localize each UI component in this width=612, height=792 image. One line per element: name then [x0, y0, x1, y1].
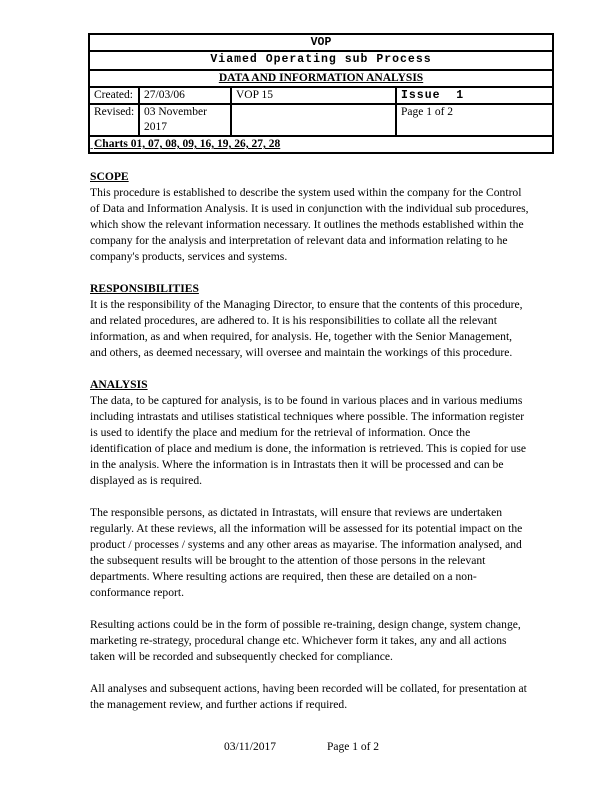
issue-number: Issue 1 — [396, 87, 553, 104]
section-paragraph: It is the responsibility of the Managing Director, to ensure that the contents of this procedure, and related procedures, are adhered to. It is his responsibilities to collate all the relevant information, as and when required, for analysis. He, together with the Senior Management, and others, as deemed necessary, will oversee and maintain the workings of this procedure. — [90, 298, 523, 359]
revised-date: 03 November 2017 — [139, 104, 231, 136]
revised-label: Revised: — [89, 104, 139, 136]
doc-acronym: VOP — [89, 34, 553, 51]
section-heading: SCOPE — [90, 170, 129, 183]
section-paragraph: The responsible persons, as dictated in Intrastats, will ensure that reviews are undertaken regularly. At these reviews, all the information will be assessed for its potential impact on the product / processes / systems and any other areas as mayarise. The information analysed, and the subsequent results will be brought to the attention of those persons in the relevant departments. Where resulting actions are required, then these are detailed on a non-conformance report. — [90, 506, 523, 599]
section-responsibilities — [90, 281, 530, 361]
created-date: 27/03/06 — [139, 87, 231, 104]
section-analysis — [90, 377, 530, 713]
footer-date: 03/11/2017 — [224, 741, 276, 753]
section-heading: ANALYSIS — [90, 378, 148, 391]
section-paragraph: The data, to be captured for analysis, is to be found in various places and in various mediums including intrastats and utilises statistical techniques where possible. The information register is used to identify the place and medium for the retrieval of information. Once the identification of place and medium is done, the information is retrieved. This is copied for use in the analysis. Where the information is in Intrastats then it will be processed and can be displayed as is required. — [90, 394, 527, 487]
charts-line: Charts 01, 07, 08, 09, 16, 19, 26, 27, 28 — [94, 138, 281, 150]
doc-ref: VOP 15 — [231, 87, 396, 104]
empty-cell — [231, 104, 396, 136]
footer-page-number: Page 1 of 2 — [327, 741, 380, 753]
created-label: Created: — [89, 87, 139, 104]
section-paragraph: This procedure is established to describe the system used within the company for the Control of Data and Information Analysis. It is used in conjunction with the individual sub procedures, which show the relevant information necessary. It outlines the methods established within the company for the analysis and interpretation of relevant data and information relating to he company's products, services and systems. — [90, 186, 529, 263]
section-paragraph: All analyses and subsequent actions, having been recorded will be collated, for presentation at the management review, and further actions if required. — [90, 682, 527, 711]
doc-subtitle: DATA AND INFORMATION ANALYSIS — [89, 70, 553, 87]
header-table — [88, 33, 554, 154]
doc-title: Viamed Operating sub Process — [89, 51, 553, 70]
section-heading: RESPONSIBILITIES — [90, 282, 199, 295]
section-scope — [90, 169, 530, 265]
document-body — [90, 144, 530, 729]
stray-dash: - — [90, 143, 94, 154]
page-ref: Page 1 of 2 — [396, 104, 553, 136]
section-paragraph: Resulting actions could be in the form of possible re-training, design change, system change, marketing re-strategy, procedural change etc. Whichever form it takes, any and all actions taken will be recorded and subsequently checked for compliance. — [90, 618, 521, 663]
